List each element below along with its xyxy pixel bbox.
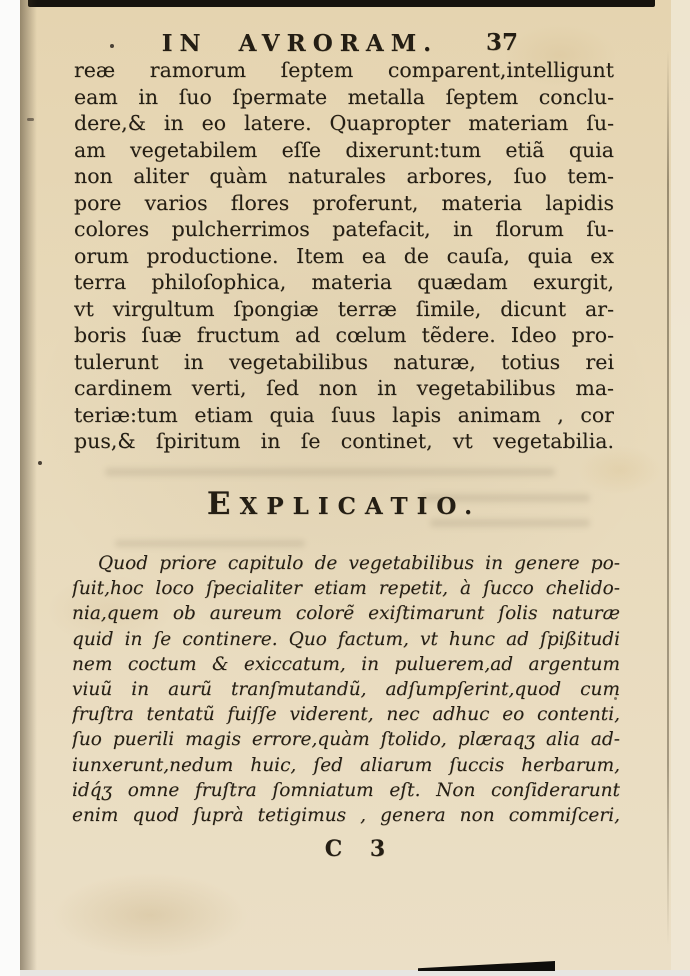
text-line: iunxerunt,nedum huic, ſed aliarum ſuccis herbarum,	[72, 754, 620, 776]
ink-speck	[27, 118, 34, 121]
text-line: idq́ʒ omne fruſtra ſomniatum eſt. Non conſiderarunt	[72, 779, 620, 801]
text-line: pore varios flores proferunt, materia lapidis	[74, 190, 614, 215]
section-heading: EXPLICATIO.	[206, 486, 482, 522]
page-number: 37	[486, 29, 519, 56]
text-line: quid in ſe continere. Quo factum, vt hunc ad ſpißitudi	[72, 628, 620, 650]
text-line: viuũ in aurũ tranſmutandũ, adſumpſerint,quod cum	[72, 678, 620, 700]
text-line: dere,& in eo latere. Quapropter materiam ſu-	[74, 111, 614, 135]
scan-edge-right-strip	[671, 0, 690, 976]
explicatio-paragraph	[72, 551, 620, 828]
text-line: boris ſuæ fructum ad cœlum tẽdere. Ideo pro-	[74, 323, 614, 347]
text-line: orum productione. Item ea de cauſa, quia ex	[74, 243, 614, 268]
text-line: nia,quem ob aureum colorẽ exiſtimarunt ſolis naturæ	[72, 603, 620, 625]
scan-edge-bottom-wedge	[418, 961, 555, 971]
page-edge-right-line	[667, 50, 669, 945]
text-line: non aliter quàm naturales arbores, ſuo tem-	[74, 164, 614, 188]
body-paragraph	[74, 57, 614, 455]
text-line: am vegetabilem eſſe dixerunt:tum etiã quia	[74, 137, 614, 162]
text-line: ſuo puerili magis errore,quàm ſtolido, plæraqʒ alia ad-	[72, 729, 620, 751]
text-line: tulerunt in vegetabilibus naturæ, totius rei	[74, 349, 614, 374]
text-line: reæ ramorum ſeptem comparent,intelligunt	[74, 58, 614, 82]
text-line: eam in ſuo ſpermate metalla ſeptem conclu-	[74, 84, 614, 109]
scan-edge-left-white	[0, 0, 20, 976]
text-line: nem coctum & exiccatum, in puluerem,ad argentum	[72, 653, 620, 675]
show-through-smudge	[115, 540, 305, 547]
text-line: terra philoſophica, materia quædam exurgit,	[74, 270, 614, 294]
scan-edge-top-bar	[28, 0, 655, 7]
text-line: teriæ:tum etiam quia ſuus lapis animam , cor	[74, 402, 614, 427]
scan-edge-bottom-strip	[20, 970, 690, 976]
show-through-smudge	[105, 468, 555, 476]
text-line: colores pulcherrimos patefacit, in florum ſu-	[74, 217, 614, 241]
text-line: enim quod ſuprà tetigimus , genera non commiſceri,	[72, 804, 620, 826]
running-header: IN AVRORAM.	[161, 30, 439, 57]
ink-speck	[38, 461, 42, 465]
signature-mark: C 3	[324, 836, 386, 862]
page-gutter-shadow	[20, 0, 37, 976]
text-line: ſuit,hoc loco ſpecialiter etiam repetit, à ſucco chelido-	[72, 578, 620, 600]
text-line: vt virgultum ſpongiæ terræ ſimile, dicunt ar-	[74, 296, 614, 321]
text-line: pus,& ſpiritum in ſe continet, vt vegetabilia.	[74, 429, 614, 453]
text-line: Quod priore capitulo de vegetabilibus in genere po-	[98, 553, 620, 574]
text-line: cardinem verti, ſed non in vegetabilibus ma-	[74, 376, 614, 400]
text-line: fruſtra tentatũ fuiſſe viderent, nec adhuc eo contenti,	[72, 704, 620, 726]
